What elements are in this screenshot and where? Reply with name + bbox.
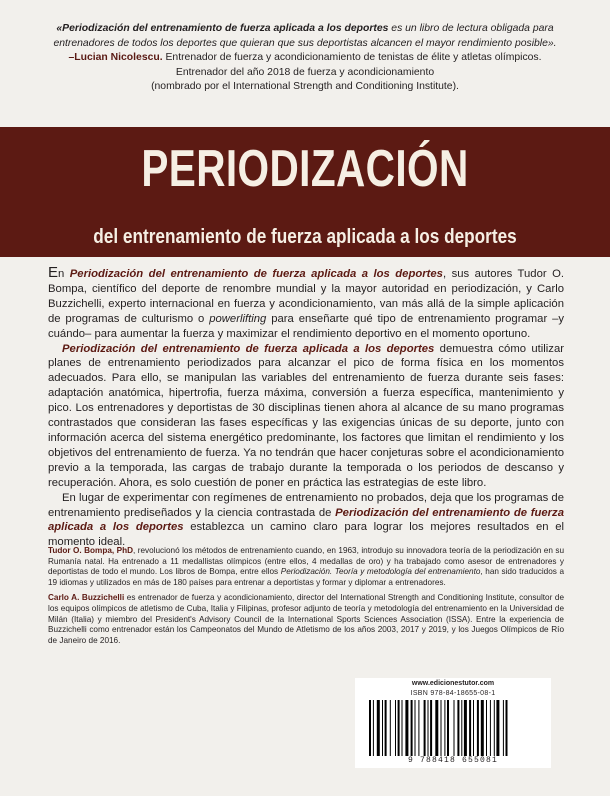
bompa-text-b: , han sido traducidos a 19 idiomas y utilizados en más de 180 países para entrenar a deportistas y formar y diplomar a entrenadores. xyxy=(48,567,565,587)
buzz-text: es entrenador de fuerza y acondicionamiento, director del International Strength and Conditioning Institute, consultor de los equipos olímpicos de atletismo de Cuba, Italia y Filipinas, profesor adjunto de teoría y metodología del entrenamiento en la Universidad de Milán (Italia) y miembro del President's Advisory Council de la International Sports Sciences Association (ISSA). Entre la experiencia de Buzzichelli como entrenador están los Campeonatos del Mundo de Atletismo de los años 2003, 2017 y 2019, y los Juegos Olímpicos de Río de Janeiro de 2016. xyxy=(48,593,564,645)
p1-powerlifting: powerlifting xyxy=(209,312,267,325)
quote-body: es un libro de lectura obligada para entrenadores de todos los deportes que quieran que sus deportistas alcancen el mayor rendimiento posible». xyxy=(53,23,557,49)
quote-author-desc: Entrenador de fuerza y acondicionamiento de tenistas de élite y atletas olímpicos. xyxy=(162,52,542,64)
paragraph-2 xyxy=(48,342,564,491)
title-banner xyxy=(0,127,610,257)
p3-book-title: Periodización del entrenamiento de fuerza aplicada a los deportes xyxy=(48,506,564,534)
endorsement-quote xyxy=(30,22,580,95)
quote-author-line xyxy=(30,51,580,66)
p3-text-b: establezca un camino claro para lograr los mejores resultados en el momento ideal. xyxy=(48,521,564,549)
barcode-icon xyxy=(365,700,541,756)
p1-text-a: n xyxy=(58,268,70,280)
p1-text-c: para enseñarte qué tipo de entrenamiento programar –y cuándo– para aumentar la fuerza y maximizar el rendimiento deportivo en el momento oportuno. xyxy=(48,312,564,340)
barcode-digits: 9 788418 655081 xyxy=(407,756,498,765)
bompa-name: Tudor O. Bompa, PhD xyxy=(48,546,134,555)
p2-text: demuestra cómo utilizar planes de entrenamiento periodizados para alcanzar el pico de forma física en los momentos adecuados. Para ello, se manipulan las variables del entrenamiento de fuerza durante seis fases: adaptación anatómica, hipertrofia, fuerza máxima, conversión a fuerza específica, mantenimiento y pico. Los entrenadores y deportistas de 30 disciplinas tienen ahora al alcance de su mano programas contrastados que consideran las fases específicas y las exigencias únicas de su deporte, junto con información acerca del sistema energético predominante, los factores que limitan el rendimiento y los objetivos del entrenamiento de fuerza. Ya no tendrán que hacer conjeturas sobre el acondicionamiento previo a la temporada, las cargas de trabajo durante la temporada o los periodos de descanso y recuperación. Ahora, es solo cuestión de poner en práctica las estrategias de este libro. xyxy=(48,342,564,489)
bompa-text-a: , revolucionó los métodos de entrenamiento cuando, en 1963, introdujo su innovadora teoría de la periodización en su Rumanía natal. Ha entrenado a 11 medallistas olímpicos (entre ellos, 4 medallas de oro) y ha trabajado como asesor de entrenadores y deportistas de todo el mundo. Los libros de Bompa, entre ellos xyxy=(48,546,565,577)
quote-book-title: «Periodización del entrenamiento de fuerza aplicada a los deportes xyxy=(56,23,389,34)
paragraph-3 xyxy=(48,491,564,551)
bompa-book: Periodización. Teoría y metodología del entrenamiento xyxy=(280,567,481,577)
quote-text xyxy=(30,22,580,51)
author-bios xyxy=(48,546,564,651)
book-subtitle: del entrenamiento de fuerza aplicada a los deportes xyxy=(93,226,517,248)
bio-buzzichelli xyxy=(48,593,564,646)
p3-text-a: En lugar de experimentar con regímenes de entrenamiento no probados, deja que los programas de entrenamiento prediseñados y la ciencia contrastada de xyxy=(48,491,564,519)
drop-cap: E xyxy=(48,264,59,281)
publisher-website[interactable]: www.edicionestutor.com xyxy=(411,680,495,687)
quote-author-named: (nombrado por el International Strength and Conditioning Institute). xyxy=(151,81,459,93)
p2-book-title: Periodización del entrenamiento de fuerza aplicada a los deportes xyxy=(62,342,435,355)
description-body xyxy=(48,266,564,550)
isbn-label: ISBN 978-84-18655-08-1 xyxy=(410,690,496,697)
bio-bompa xyxy=(48,546,564,588)
quote-author-year: Entrenador del año 2018 de fuerza y acondicionamiento xyxy=(175,66,435,78)
quote-author: –Lucian Nicolescu. xyxy=(68,52,163,64)
buzz-name: Carlo A. Buzzichelli xyxy=(48,593,125,603)
p1-text-b: , sus autores Tudor O. Bompa, científico del deporte de renombre mundial y la mayor autoridad en periodización, y Carlo Buzzichelli, experto internacional en fuerza y acondicionamiento, van más allá de la simple aplicación de programas de culturismo o xyxy=(48,268,565,325)
p1-book-title: Periodización del entrenamiento de fuerza aplicada a los deportes xyxy=(69,268,443,280)
book-title: PERIODIZACIÓN xyxy=(141,140,469,198)
paragraph-1 xyxy=(48,266,564,342)
barcode-area xyxy=(355,678,551,768)
